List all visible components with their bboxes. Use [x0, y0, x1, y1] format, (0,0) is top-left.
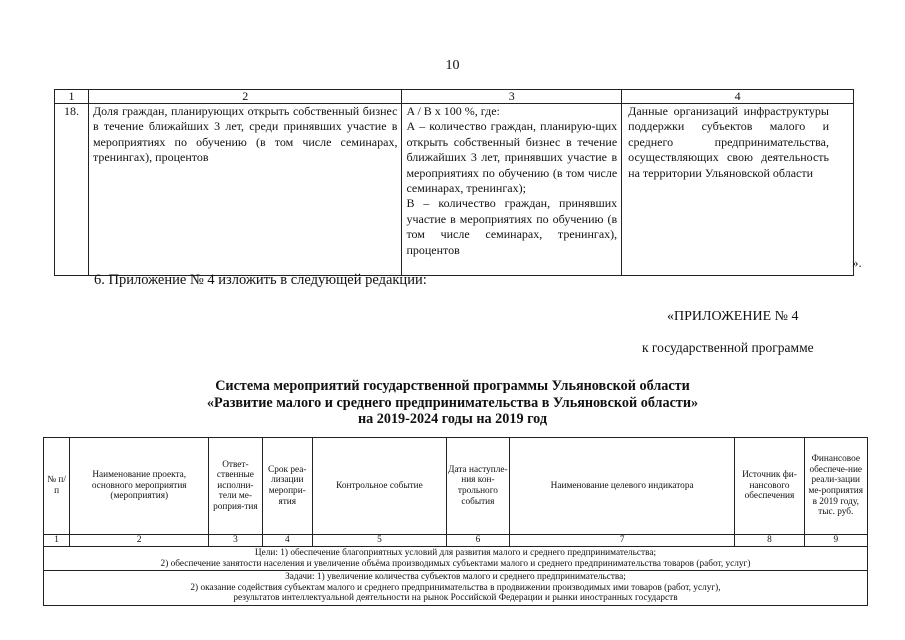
row-number: 18.	[55, 104, 89, 276]
page-number: 10	[445, 58, 460, 73]
column-numbers-row	[44, 535, 868, 547]
table-row	[55, 104, 854, 276]
document-title	[0, 378, 905, 428]
formula-line: В – количество граждан, принявших участие в мероприятиях по обучению (в том числе семинарах, тренингах), процентов	[406, 196, 618, 257]
goals-line: Цели: 1) обеспечение благоприятных условий для развития малого и среднего предпринимательства;	[254, 548, 657, 558]
indicator-name: Доля граждан, планирующих открыть собственный бизнес в течение ближайших 3 лет, среди принявших участие в мероприятиях по обучению (в том числе семинарах, тренингах), процентов	[88, 104, 402, 276]
measures-table-header	[44, 438, 868, 535]
column-number: 4	[262, 535, 312, 547]
indicator-table	[54, 89, 854, 276]
column-header: Источник фи-нансового обеспечения	[735, 438, 804, 535]
indicator-table-header	[55, 90, 854, 104]
title-line: Система мероприятий государственной программы Ульяновской области	[215, 378, 690, 394]
formula-line: A / B x 100 %, где:	[406, 104, 500, 118]
closing-quote: ».	[852, 255, 862, 270]
tasks-line: результатов интеллектуальной деятельности на рынок Российской Федерации и рынки иностранных государств	[233, 593, 678, 604]
column-number: 6	[446, 535, 509, 547]
formula-line: А – количество граждан, планирую-щих открыть собственный бизнес в течение ближайших 3 лет, принявших участие в мероприятиях по обучению (в том числе семинарах, тренингах);	[406, 119, 618, 196]
header-cell: 4	[622, 90, 854, 104]
paragraph-item-6: 6. Приложение № 4 изложить в следующей редакции:	[94, 272, 427, 288]
header-cell: 3	[402, 90, 622, 104]
column-header: Финансовое обеспече-ние реали-зации ме-роприятия в 2019 году, тыс. руб.	[804, 438, 867, 535]
title-line: на 2019-2024 годы на 2019 год	[357, 411, 548, 427]
column-header: Ответ-ственные исполни-тели ме-роприя-тия	[209, 438, 262, 535]
column-header: Наименование проекта, основного мероприятия (мероприятия)	[70, 438, 209, 535]
measures-table	[43, 437, 868, 606]
column-header: Срок реа-лизации меропри-ятия	[262, 438, 312, 535]
column-number: 5	[313, 535, 447, 547]
column-header: Наименование целевого индикатора	[509, 438, 735, 535]
column-number: 2	[70, 535, 209, 547]
column-header: Контрольное событие	[313, 438, 447, 535]
header-cell: 2	[88, 90, 402, 104]
tasks-cell	[44, 571, 868, 606]
column-number: 8	[735, 535, 804, 547]
column-header: Дата наступле-ния кон-трольного события	[446, 438, 509, 535]
column-number: 3	[209, 535, 262, 547]
appendix-label: «ПРИЛОЖЕНИЕ № 4	[667, 309, 799, 324]
header-cell: 1	[55, 90, 89, 104]
indicator-source: Данные организаций инфраструктуры поддержки субъектов малого и среднего предпринимательства, осуществляющих свою деятельность на территории Ульяновской области	[622, 104, 854, 276]
goals-row	[44, 547, 868, 571]
column-number: 1	[44, 535, 70, 547]
column-number: 7	[509, 535, 735, 547]
title-line: «Развитие малого и среднего предпринимательства в Ульяновской области»	[206, 394, 699, 411]
column-number: 9	[804, 535, 867, 547]
goals-line: 2) обеспечение занятости населения и увеличение объёма производимых субъектами малого и среднего предпринимательства товаров (работ, услуг)	[160, 558, 751, 569]
indicator-formula	[402, 104, 622, 276]
goals-cell	[44, 547, 868, 571]
tasks-row	[44, 571, 868, 606]
tasks-line: 2) оказание содействия субъектам малого и среднего предпринимательства в продвижении производимых ими товаров (работ, услуг),	[190, 582, 721, 593]
tasks-line: Задачи: 1) увеличение количества субъектов малого и среднего предпринимательства;	[285, 572, 626, 583]
column-header: № п/п	[44, 438, 70, 535]
appendix-subtitle: к государственной программе	[642, 340, 814, 355]
